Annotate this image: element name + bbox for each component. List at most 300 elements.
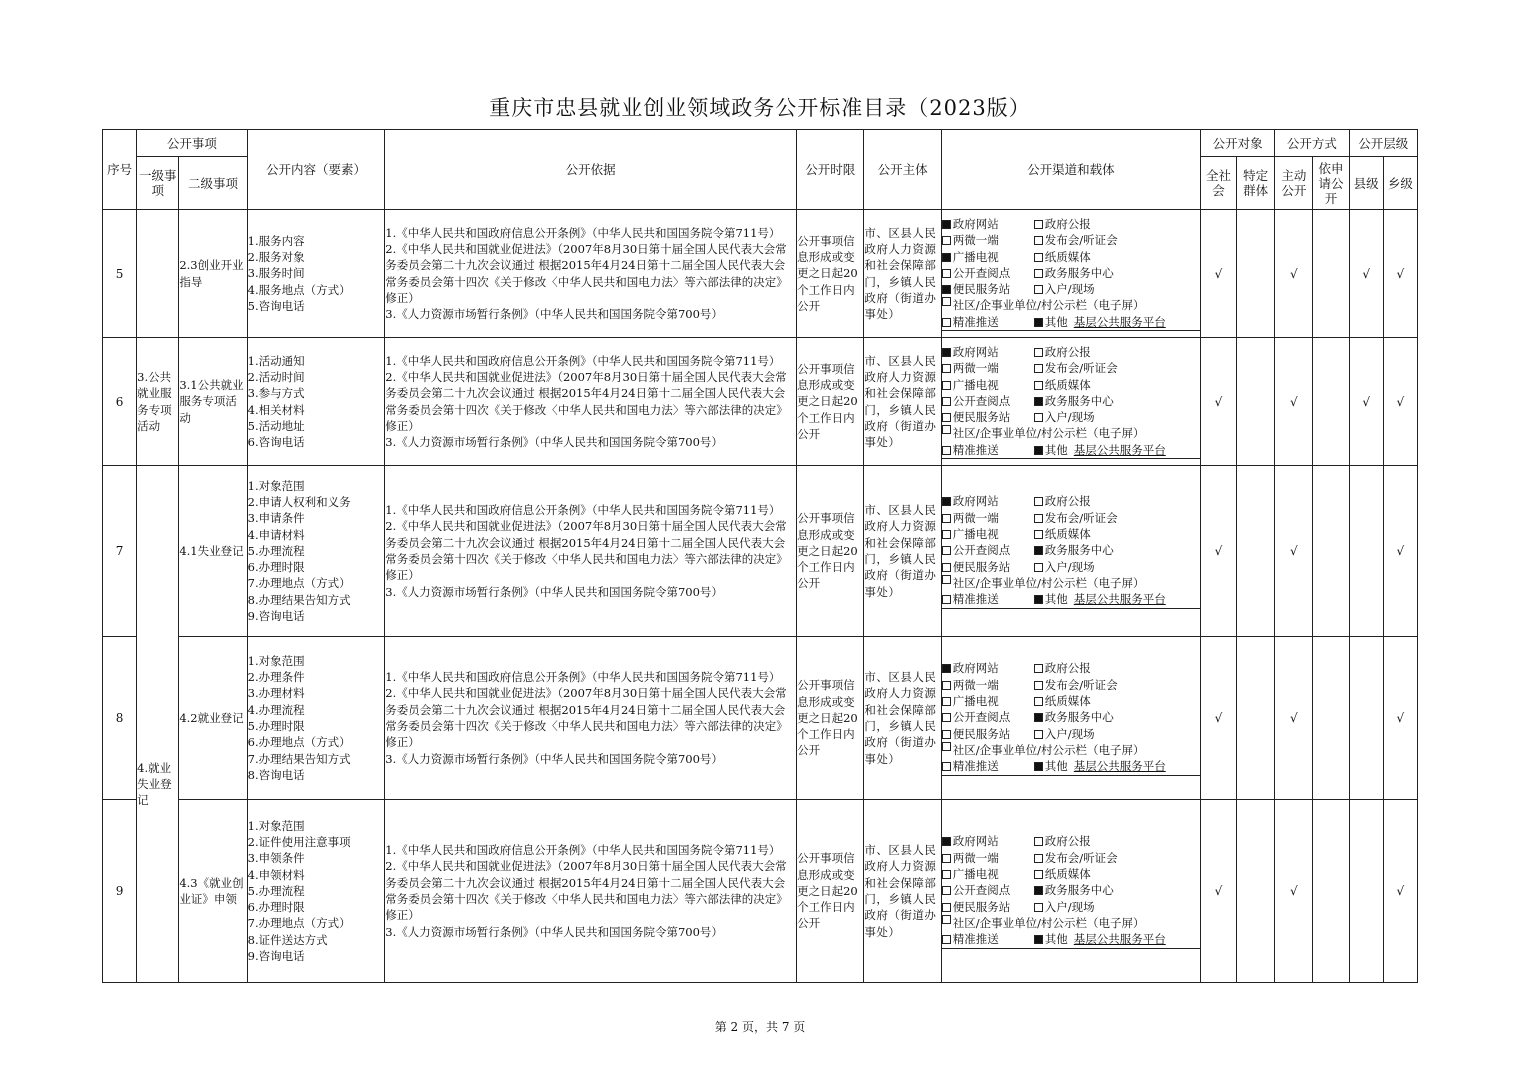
channel-label: 入户/现场: [1044, 899, 1095, 914]
channel-option: [942, 360, 1034, 376]
channel-option: [942, 216, 1034, 232]
channel-row: [942, 899, 1200, 915]
row-society-mark: √: [1200, 210, 1236, 338]
channel-option: [942, 882, 1034, 898]
checkbox-icon: [1034, 546, 1043, 555]
table-row: [103, 637, 1418, 800]
channel-label: 纸质媒体: [1044, 249, 1091, 264]
channel-label: 政务服务中心: [1044, 393, 1114, 408]
channel-option: [1034, 931, 1166, 947]
row-society-mark: √: [1200, 466, 1236, 637]
channel-row: [942, 493, 1200, 509]
channel-row: [942, 742, 1200, 758]
checkbox-icon: [1034, 381, 1043, 390]
header-channel: 公开渠道和载体: [941, 130, 1200, 210]
channel-label: 政务服务中心: [1044, 543, 1114, 558]
channel-row: [942, 591, 1200, 608]
channel-label: 纸质媒体: [1044, 694, 1091, 709]
channel-option: [942, 899, 1034, 915]
header-object: 公开对象: [1200, 130, 1274, 157]
checkbox-icon: [1034, 730, 1043, 739]
header-basis: 公开依据: [385, 130, 797, 210]
row-subject: 市、区县人民政府人力资源和社会保障部门，乡镇人民政府（街道办事处）: [864, 637, 941, 800]
channel-label: 公开查阅点: [952, 393, 1011, 408]
channel-option: [942, 677, 1034, 693]
row-seq: 8: [103, 637, 137, 800]
header-society: 全社会: [1200, 157, 1236, 210]
channel-option: [942, 559, 1034, 575]
channel-row: [942, 526, 1200, 542]
channel-option: [942, 377, 1034, 393]
row-county-mark: √: [1349, 210, 1383, 338]
channel-row: [942, 882, 1200, 898]
row-active-mark: √: [1275, 210, 1313, 338]
channel-label: 社区/企事业单位/村公示栏（电子屏）: [952, 426, 1145, 441]
channel-label: 政府网站: [952, 216, 999, 231]
channel-row: [942, 542, 1200, 558]
channel-label: 广播电视: [952, 377, 999, 392]
row-level1: 4.就业失业登记: [137, 466, 179, 983]
channel-row: [942, 726, 1200, 742]
checkbox-icon: [1034, 253, 1043, 262]
channel-row: [942, 216, 1200, 232]
channel-option: [1034, 393, 1114, 409]
channel-platform: 基层公共服务平台: [1073, 442, 1166, 457]
row-apply-mark: [1313, 800, 1349, 983]
row-society-mark: √: [1200, 800, 1236, 983]
channel-option: [942, 542, 1034, 558]
channel-row: [942, 758, 1200, 775]
channel-option: [942, 866, 1034, 882]
channel-row: [942, 281, 1200, 297]
channel-option: [1034, 265, 1114, 281]
channel-option: [942, 493, 1034, 509]
checkbox-icon: [1034, 681, 1043, 690]
checkbox-icon: [1034, 397, 1043, 406]
checkbox-icon: [942, 762, 951, 771]
checkbox-icon: [942, 497, 951, 506]
catalog-table: [102, 129, 1418, 983]
channel-option: [942, 758, 1034, 774]
table-row: [103, 800, 1418, 983]
row-society-mark: √: [1200, 338, 1236, 466]
channel-option: [942, 232, 1034, 248]
row-time: 公开事项信息形成或变更之日起20个工作日内公开: [797, 210, 864, 338]
checkbox-icon: [1034, 530, 1043, 539]
channel-option: [1034, 360, 1118, 376]
channel-label: 便民服务站: [952, 282, 1011, 297]
channel-label: 入户/现场: [1044, 559, 1095, 574]
channel-option: [942, 526, 1034, 542]
channel-label: 公开查阅点: [952, 265, 1011, 280]
channel-option: [1034, 758, 1166, 774]
header-matter: 公开事项: [137, 130, 248, 157]
page-footer: 第 2 页，共 7 页: [714, 1020, 806, 1034]
channel-option: [1034, 442, 1166, 458]
channel-option: [1034, 409, 1095, 425]
row-county-mark: [1349, 637, 1383, 800]
header-level2: 二级事项: [179, 157, 247, 210]
channel-label: 精准推送: [952, 592, 999, 607]
checkbox-icon: [1034, 446, 1043, 455]
row-time: 公开事项信息形成或变更之日起20个工作日内公开: [797, 338, 864, 466]
channel-row: [942, 559, 1200, 575]
checkbox-icon: [942, 514, 951, 523]
checkbox-icon: [942, 730, 951, 739]
checkbox-icon: [942, 253, 951, 262]
row-apply-mark: [1313, 210, 1349, 338]
channel-option: [942, 591, 1034, 607]
channel-option: [1034, 232, 1118, 248]
row-county-mark: [1349, 466, 1383, 637]
channel-option: [1034, 559, 1095, 575]
row-content: 1.对象范围 2.证件使用注意事项 3.申领条件 4.申领材料 5.办理流程 6.办理时限 7.办理地点（方式） 8.证件送达方式 9.咨询电话: [247, 800, 385, 983]
row-active-mark: √: [1275, 637, 1313, 800]
checkbox-icon: [1034, 935, 1043, 944]
channel-label: 政府公报: [1044, 494, 1091, 509]
row-group-mark: [1237, 637, 1275, 800]
channel-option: [1034, 726, 1095, 742]
channel-label: 纸质媒体: [1044, 527, 1091, 542]
channel-label: 两微一端: [952, 361, 999, 376]
channel-row: [942, 297, 1200, 313]
channel-label: 政务服务中心: [1044, 265, 1114, 280]
channel-row: [942, 377, 1200, 393]
channel-label: 两微一端: [952, 677, 999, 692]
checkbox-icon: [1034, 236, 1043, 245]
channel-label: 社区/企事业单位/村公示栏（电子屏）: [952, 298, 1145, 313]
row-township-mark: √: [1383, 637, 1417, 800]
channel-label: 政府网站: [952, 494, 999, 509]
channel-option: [942, 931, 1034, 947]
channel-platform: 基层公共服务平台: [1073, 759, 1166, 774]
channel-label: 发布会/听证会: [1044, 850, 1118, 865]
checkbox-icon: [1034, 285, 1043, 294]
checkbox-icon: [942, 935, 951, 944]
channel-label: 发布会/听证会: [1044, 510, 1118, 525]
channel-option: [942, 409, 1034, 425]
channel-option: [1034, 709, 1114, 725]
checkbox-icon: [942, 563, 951, 572]
row-subject: 市、区县人民政府人力资源和社会保障部门，乡镇人民政府（街道办事处）: [864, 466, 941, 637]
checkbox-icon: [942, 285, 951, 294]
channel-label: 政务服务中心: [1044, 883, 1114, 898]
channel-label: 发布会/听证会: [1044, 361, 1118, 376]
checkbox-icon: [1034, 762, 1043, 771]
channel-label: 政府网站: [952, 344, 999, 359]
channel-option: [942, 314, 1034, 330]
channel-label: 广播电视: [952, 867, 999, 882]
channel-row: [942, 709, 1200, 725]
channel-label: 政府网站: [952, 661, 999, 676]
row-basis: 1.《中华人民共和国政府信息公开条例》（中华人民共和国国务院令第711号） 2.《中华人民共和国就业促进法》（2007年8月30日第十届全国人民代表大会常务委员会第二十九次会议通过 根据2015年4月24日第十二届全国人民代表大会常务委员会第十四次《关于修改〈中华人民共和国电力法〉等六部法律的决定》修正） 3.《人力资源市场暂行条例》（中华人民共和国国务院令第700号）: [385, 466, 797, 637]
channel-option: [942, 344, 1034, 360]
channel-option: [1034, 677, 1118, 693]
checkbox-icon: [942, 915, 951, 924]
header-active: 主动公开: [1275, 157, 1313, 210]
channel-option: [1034, 882, 1114, 898]
row-group-mark: [1237, 800, 1275, 983]
channel-label: 其他: [1044, 592, 1068, 607]
row-content: 1.对象范围 2.申请人权利和义务 3.申请条件 4.申请材料 5.办理流程 6.办理时限 7.办理地点（方式） 8.办理结果告知方式 9.咨询电话: [247, 466, 385, 637]
channel-option: [1034, 281, 1095, 297]
checkbox-icon: [942, 318, 951, 327]
row-group-mark: [1237, 338, 1275, 466]
channel-platform: 基层公共服务平台: [1073, 314, 1166, 329]
checkbox-icon: [942, 697, 951, 706]
checkbox-icon: [942, 664, 951, 673]
channel-option: [942, 393, 1034, 409]
row-time: 公开事项信息形成或变更之日起20个工作日内公开: [797, 800, 864, 983]
header-apply: 依申请公开: [1313, 157, 1349, 210]
checkbox-icon: [942, 713, 951, 722]
channel-label: 其他: [1044, 932, 1068, 947]
channel-option: [1034, 249, 1091, 265]
row-township-mark: √: [1383, 210, 1417, 338]
channel-row: [942, 409, 1200, 425]
row-township-mark: √: [1383, 800, 1417, 983]
channel-option: [942, 442, 1034, 458]
row-seq: 7: [103, 466, 137, 637]
checkbox-icon: [942, 742, 951, 751]
checkbox-icon: [942, 530, 951, 539]
channel-row: [942, 265, 1200, 281]
channel-label: 公开查阅点: [952, 710, 1011, 725]
channel-label: 便民服务站: [952, 726, 1011, 741]
table-row: [103, 210, 1418, 338]
row-township-mark: √: [1383, 338, 1417, 466]
checkbox-icon: [942, 297, 951, 306]
channel-option: [942, 850, 1034, 866]
channel-option: [942, 726, 1034, 742]
checkbox-icon: [942, 575, 951, 584]
checkbox-icon: [942, 870, 951, 879]
row-channels: [941, 338, 1200, 466]
checkbox-icon: [1034, 854, 1043, 863]
channel-label: 精准推送: [952, 314, 999, 329]
channel-row: [942, 833, 1200, 849]
checkbox-icon: [942, 381, 951, 390]
row-county-mark: [1349, 800, 1383, 983]
channel-option: [1034, 850, 1118, 866]
channel-option: [1034, 660, 1091, 676]
checkbox-icon: [942, 397, 951, 406]
channel-label: 公开查阅点: [952, 883, 1011, 898]
channel-label: 广播电视: [952, 694, 999, 709]
row-county-mark: √: [1349, 338, 1383, 466]
channel-option: [1034, 833, 1091, 849]
channel-label: 政府公报: [1044, 834, 1091, 849]
checkbox-icon: [1034, 364, 1043, 373]
row-seq: 6: [103, 338, 137, 466]
checkbox-icon: [942, 546, 951, 555]
checkbox-icon: [1034, 220, 1043, 229]
channel-option: [1034, 377, 1091, 393]
row-society-mark: √: [1200, 637, 1236, 800]
channel-label: 纸质媒体: [1044, 377, 1091, 392]
channel-row: [942, 393, 1200, 409]
checkbox-icon: [942, 886, 951, 895]
channel-label: 社区/企事业单位/村公示栏（电子屏）: [952, 915, 1145, 930]
header-content: 公开内容（要素）: [247, 130, 385, 210]
channel-label: 精准推送: [952, 759, 999, 774]
row-channels: [941, 637, 1200, 800]
header-level: 公开层级: [1349, 130, 1417, 157]
checkbox-icon: [1034, 348, 1043, 357]
channel-option: [1034, 866, 1091, 882]
channel-label: 两微一端: [952, 510, 999, 525]
checkbox-icon: [942, 854, 951, 863]
row-content: 1.活动通知 2.活动时间 3.参与方式 4.相关材料 5.活动地址 6.咨询电话: [247, 338, 385, 466]
header-mode: 公开方式: [1275, 130, 1349, 157]
channel-option: [942, 709, 1034, 725]
checkbox-icon: [942, 837, 951, 846]
row-content: 1.服务内容 2.服务对象 3.服务时间 4.服务地点（方式） 5.咨询电话: [247, 210, 385, 338]
checkbox-icon: [1034, 497, 1043, 506]
row-active-mark: √: [1275, 338, 1313, 466]
checkbox-icon: [1034, 903, 1043, 912]
checkbox-icon: [942, 903, 951, 912]
row-level2: 4.1失业登记: [179, 466, 247, 637]
channel-option: [942, 265, 1034, 281]
checkbox-icon: [942, 269, 951, 278]
channel-option: [942, 693, 1034, 709]
channel-label: 政府公报: [1044, 216, 1091, 231]
checkbox-icon: [942, 681, 951, 690]
row-channels: [941, 466, 1200, 637]
channel-label: 发布会/听证会: [1044, 233, 1118, 248]
row-level2: 4.3《就业创业证》申领: [179, 800, 247, 983]
channel-row: [942, 693, 1200, 709]
channel-row: [942, 314, 1200, 331]
checkbox-icon: [942, 595, 951, 604]
checkbox-icon: [942, 236, 951, 245]
header-level1: 一级事项: [137, 157, 179, 210]
checkbox-icon: [942, 446, 951, 455]
row-basis: 1.《中华人民共和国政府信息公开条例》（中华人民共和国国务院令第711号） 2.《中华人民共和国就业促进法》（2007年8月30日第十届全国人民代表大会常务委员会第二十九次会议通过 根据2015年4月24日第十二届全国人民代表大会常务委员会第十四次《关于修改〈中华人民共和国电力法〉等六部法律的决定》修正） 3.《人力资源市场暂行条例》（中华人民共和国国务院令第700号）: [385, 637, 797, 800]
channel-label: 便民服务站: [952, 559, 1011, 574]
channel-label: 社区/企事业单位/村公示栏（电子屏）: [952, 742, 1145, 757]
row-seq: 9: [103, 800, 137, 983]
channel-label: 便民服务站: [952, 410, 1011, 425]
channel-option: [1034, 542, 1114, 558]
checkbox-icon: [942, 348, 951, 357]
checkbox-icon: [1034, 318, 1043, 327]
channel-label: 其他: [1044, 759, 1068, 774]
channel-option: [942, 249, 1034, 265]
channel-label: 其他: [1044, 442, 1068, 457]
channel-label: 两微一端: [952, 850, 999, 865]
channel-platform: 基层公共服务平台: [1073, 932, 1166, 947]
checkbox-icon: [1034, 886, 1043, 895]
channel-label: 入户/现场: [1044, 410, 1095, 425]
channel-row: [942, 677, 1200, 693]
channel-label: 纸质媒体: [1044, 867, 1091, 882]
row-level1: 3.公共就业服务专项活动: [137, 338, 179, 466]
checkbox-icon: [1034, 269, 1043, 278]
row-active-mark: √: [1275, 466, 1313, 637]
channel-label: 发布会/听证会: [1044, 677, 1118, 692]
channel-option: [1034, 344, 1091, 360]
channel-label: 精准推送: [952, 442, 999, 457]
channel-label: 便民服务站: [952, 899, 1011, 914]
checkbox-icon: [1034, 664, 1043, 673]
channel-row: [942, 915, 1200, 931]
header-subject: 公开主体: [864, 130, 941, 210]
channel-label: 两微一端: [952, 233, 999, 248]
channel-row: [942, 866, 1200, 882]
checkbox-icon: [942, 364, 951, 373]
channel-option: [942, 833, 1034, 849]
row-time: 公开事项信息形成或变更之日起20个工作日内公开: [797, 466, 864, 637]
row-basis: 1.《中华人民共和国政府信息公开条例》（中华人民共和国国务院令第711号） 2.《中华人民共和国就业促进法》（2007年8月30日第十届全国人民代表大会常务委员会第二十九次会议通过 根据2015年4月24日第十二届全国人民代表大会常务委员会第十四次《关于修改〈中华人民共和国电力法〉等六部法律的决定》修正） 3.《人力资源市场暂行条例》（中华人民共和国国务院令第700号）: [385, 210, 797, 338]
header-time: 公开时限: [797, 130, 864, 210]
row-township-mark: √: [1383, 466, 1417, 637]
channel-row: [942, 425, 1200, 441]
channel-label: 公开查阅点: [952, 543, 1011, 558]
channel-option: [942, 660, 1034, 676]
channel-label: 其他: [1044, 314, 1068, 329]
channel-option: [942, 281, 1034, 297]
channel-row: [942, 575, 1200, 591]
row-group-mark: [1237, 466, 1275, 637]
table-row: [103, 466, 1418, 637]
channel-label: 政府公报: [1044, 661, 1091, 676]
channel-option: [1034, 526, 1091, 542]
channel-row: [942, 360, 1200, 376]
channel-label: 政务服务中心: [1044, 710, 1114, 725]
channel-option: [1034, 693, 1091, 709]
channel-label: 精准推送: [952, 932, 999, 947]
checkbox-icon: [942, 220, 951, 229]
row-level2: 2.3创业开业指导: [179, 210, 247, 338]
channel-option: [942, 510, 1034, 526]
channel-label: 社区/企事业单位/村公示栏（电子屏）: [952, 575, 1145, 590]
row-apply-mark: [1313, 466, 1349, 637]
row-group-mark: [1237, 210, 1275, 338]
channel-option: [1034, 216, 1091, 232]
document-title: 重庆市忠县就业创业领域政务公开标准目录（2023版）: [489, 96, 1031, 120]
checkbox-icon: [1034, 697, 1043, 706]
checkbox-icon: [1034, 563, 1043, 572]
checkbox-icon: [1034, 595, 1043, 604]
checkbox-icon: [1034, 713, 1043, 722]
channel-option: [1034, 899, 1095, 915]
row-apply-mark: [1313, 338, 1349, 466]
row-basis: 1.《中华人民共和国政府信息公开条例》（中华人民共和国国务院令第711号） 2.《中华人民共和国就业促进法》（2007年8月30日第十届全国人民代表大会常务委员会第二十九次会议通过 根据2015年4月24日第十二届全国人民代表大会常务委员会第十四次《关于修改〈中华人民共和国电力法〉等六部法律的决定》修正） 3.《人力资源市场暂行条例》（中华人民共和国国务院令第700号）: [385, 800, 797, 983]
row-subject: 市、区县人民政府人力资源和社会保障部门，乡镇人民政府（街道办事处）: [864, 800, 941, 983]
channel-row: [942, 510, 1200, 526]
channel-option: [1034, 510, 1118, 526]
channel-label: 广播电视: [952, 527, 999, 542]
row-level1: [137, 210, 179, 338]
checkbox-icon: [942, 413, 951, 422]
channel-label: 入户/现场: [1044, 282, 1095, 297]
row-level2: 4.2就业登记: [179, 637, 247, 800]
channel-option: [1034, 493, 1091, 509]
row-basis: 1.《中华人民共和国政府信息公开条例》（中华人民共和国国务院令第711号） 2.《中华人民共和国就业促进法》（2007年8月30日第十届全国人民代表大会常务委员会第二十九次会议通过 根据2015年4月24日第十二届全国人民代表大会常务委员会第十四次《关于修改〈中华人民共和国电力法〉等六部法律的决定》修正） 3.《人力资源市场暂行条例》（中华人民共和国国务院令第700号）: [385, 338, 797, 466]
channel-row: [942, 249, 1200, 265]
channel-platform: 基层公共服务平台: [1073, 592, 1166, 607]
row-apply-mark: [1313, 637, 1349, 800]
row-level2: 3.1公共就业服务专项活动: [179, 338, 247, 466]
header-seq: 序号: [103, 130, 137, 210]
row-time: 公开事项信息形成或变更之日起20个工作日内公开: [797, 637, 864, 800]
header-township: 乡级: [1383, 157, 1417, 210]
channel-row: [942, 344, 1200, 360]
checkbox-icon: [942, 425, 951, 434]
channel-option: [1034, 314, 1166, 330]
